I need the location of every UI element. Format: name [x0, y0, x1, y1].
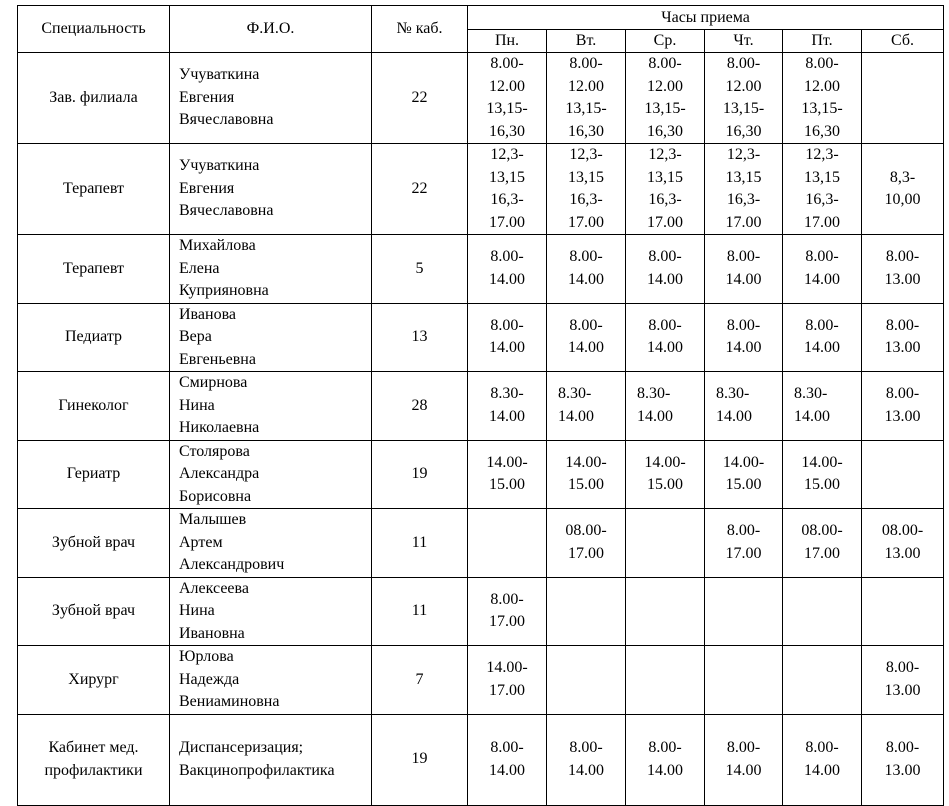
specialty-cell: Терапевт	[18, 235, 170, 304]
hours-cell-thu: 8.00- 12.00 13,15- 16,30	[705, 53, 783, 144]
hours-cell-thu: 12,3- 13,15 16,3- 17.00	[705, 144, 783, 235]
room-cell: 22	[372, 53, 468, 144]
table-row	[18, 577, 944, 646]
header-day-thu: Чт.	[705, 30, 783, 53]
hours-cell-mon: 8.00- 14.00	[468, 303, 547, 372]
hours-cell-tue: 14.00- 15.00	[547, 440, 626, 509]
header-day-wed: Ср.	[626, 30, 705, 53]
hours-cell-sat: 8.00- 13.00	[862, 372, 944, 441]
hours-cell-fri	[783, 577, 862, 646]
table-row	[18, 714, 944, 805]
name-cell: Учуваткина Евгения Вячеславовна	[170, 144, 372, 235]
hours-cell-wed	[626, 577, 705, 646]
table-row	[18, 372, 944, 441]
hours-cell-wed: 8.00- 12.00 13,15- 16,30	[626, 53, 705, 144]
hours-cell-wed: 14.00- 15.00	[626, 440, 705, 509]
header-name: Ф.И.О.	[170, 6, 372, 53]
hours-cell-fri	[783, 646, 862, 715]
specialty-cell: Терапевт	[18, 144, 170, 235]
hours-cell-wed: 12,3- 13,15 16,3- 17.00	[626, 144, 705, 235]
hours-cell-sat	[862, 53, 944, 144]
specialty-cell: Хирург	[18, 646, 170, 715]
hours-cell-mon: 12,3- 13,15 16,3- 17.00	[468, 144, 547, 235]
hours-cell-tue	[547, 577, 626, 646]
name-cell: Юрлова Надежда Вениаминовна	[170, 646, 372, 715]
hours-cell-thu: 8.00- 17.00	[705, 509, 783, 578]
hours-cell-mon: 8.00- 12.00 13,15- 16,30	[468, 53, 547, 144]
hours-cell-tue: 12,3- 13,15 16,3- 17.00	[547, 144, 626, 235]
header-day-mon: Пн.	[468, 30, 547, 53]
specialty-cell: Зав. филиала	[18, 53, 170, 144]
hours-cell-thu	[705, 577, 783, 646]
room-cell: 19	[372, 440, 468, 509]
hours-cell-sat: 8.00- 13.00	[862, 714, 944, 805]
hours-cell-thu: 8.00- 14.00	[705, 303, 783, 372]
specialty-cell: Кабинет мед. профилактики	[18, 714, 170, 805]
header-day-tue: Вт.	[547, 30, 626, 53]
room-cell: 13	[372, 303, 468, 372]
hours-cell-thu: 8.00- 14.00	[705, 714, 783, 805]
room-cell: 11	[372, 577, 468, 646]
hours-cell-fri: 8.30- 14.00	[783, 372, 862, 441]
name-cell: Малышев Артем Александрович	[170, 509, 372, 578]
name-cell: Смирнова Нина Николаевна	[170, 372, 372, 441]
hours-cell-fri: 8.00- 14.00	[783, 235, 862, 304]
specialty-cell: Зубной врач	[18, 577, 170, 646]
hours-cell-sat: 8.00- 13.00	[862, 303, 944, 372]
room-cell: 28	[372, 372, 468, 441]
hours-cell-thu: 8.30- 14.00	[705, 372, 783, 441]
specialty-cell: Зубной врач	[18, 509, 170, 578]
hours-cell-tue	[547, 646, 626, 715]
hours-cell-thu	[705, 646, 783, 715]
hours-cell-sat	[862, 440, 944, 509]
hours-cell-thu: 8.00- 14.00	[705, 235, 783, 304]
hours-cell-fri: 8.00- 14.00	[783, 714, 862, 805]
room-cell: 5	[372, 235, 468, 304]
hours-cell-wed: 8.00- 14.00	[626, 303, 705, 372]
hours-cell-tue: 8.30- 14.00	[547, 372, 626, 441]
hours-cell-thu: 14.00- 15.00	[705, 440, 783, 509]
room-cell: 7	[372, 646, 468, 715]
hours-cell-wed: 8.00- 14.00	[626, 714, 705, 805]
room-cell: 19	[372, 714, 468, 805]
specialty-cell: Гинеколог	[18, 372, 170, 441]
hours-cell-sat	[862, 577, 944, 646]
specialty-cell: Гериатр	[18, 440, 170, 509]
hours-cell-tue: 8.00- 14.00	[547, 714, 626, 805]
hours-cell-tue: 08.00- 17.00	[547, 509, 626, 578]
hours-cell-mon: 14.00- 15.00	[468, 440, 547, 509]
hours-cell-sat: 8.00- 13.00	[862, 646, 944, 715]
room-cell: 11	[372, 509, 468, 578]
table-row	[18, 53, 944, 144]
name-cell: Иванова Вера Евгеньевна	[170, 303, 372, 372]
hours-cell-tue: 8.00- 14.00	[547, 235, 626, 304]
hours-cell-wed	[626, 646, 705, 715]
room-cell: 22	[372, 144, 468, 235]
specialty-cell: Педиатр	[18, 303, 170, 372]
name-cell: Учуваткина Евгения Вячеславовна	[170, 53, 372, 144]
hours-cell-wed	[626, 509, 705, 578]
hours-cell-fri: 12,3- 13,15 16,3- 17.00	[783, 144, 862, 235]
hours-cell-fri: 14.00- 15.00	[783, 440, 862, 509]
header-day-fri: Пт.	[783, 30, 862, 53]
table-row	[18, 509, 944, 578]
hours-cell-fri: 8.00- 14.00	[783, 303, 862, 372]
hours-cell-mon: 8.30- 14.00	[468, 372, 547, 441]
schedule-table	[17, 5, 944, 806]
hours-cell-mon: 8.00- 14.00	[468, 714, 547, 805]
hours-cell-mon: 8.00- 17.00	[468, 577, 547, 646]
hours-cell-tue: 8.00- 12.00 13,15- 16,30	[547, 53, 626, 144]
hours-cell-sat: 8,3- 10,00	[862, 144, 944, 235]
hours-cell-mon: 14.00- 17.00	[468, 646, 547, 715]
table-row	[18, 235, 944, 304]
hours-cell-fri: 08.00- 17.00	[783, 509, 862, 578]
hours-cell-sat: 8.00- 13.00	[862, 235, 944, 304]
table-row	[18, 440, 944, 509]
name-cell: Диспансеризация; Вакцинопрофилактика	[170, 714, 372, 805]
header-room: № каб.	[372, 6, 468, 53]
hours-cell-tue: 8.00- 14.00	[547, 303, 626, 372]
header-hours: Часы приема	[468, 6, 944, 30]
name-cell: Столярова Александра Борисовна	[170, 440, 372, 509]
hours-cell-mon: 8.00- 14.00	[468, 235, 547, 304]
hours-cell-sat: 08.00- 13.00	[862, 509, 944, 578]
hours-cell-mon	[468, 509, 547, 578]
table-row	[18, 646, 944, 715]
header-day-sat: Сб.	[862, 30, 944, 53]
header-specialty: Специальность	[18, 6, 170, 53]
hours-cell-wed: 8.00- 14.00	[626, 235, 705, 304]
name-cell: Алексеева Нина Ивановна	[170, 577, 372, 646]
hours-cell-fri: 8.00- 12.00 13,15- 16,30	[783, 53, 862, 144]
table-row	[18, 144, 944, 235]
name-cell: Михайлова Елена Куприяновна	[170, 235, 372, 304]
table-row	[18, 303, 944, 372]
hours-cell-wed: 8.30- 14.00	[626, 372, 705, 441]
